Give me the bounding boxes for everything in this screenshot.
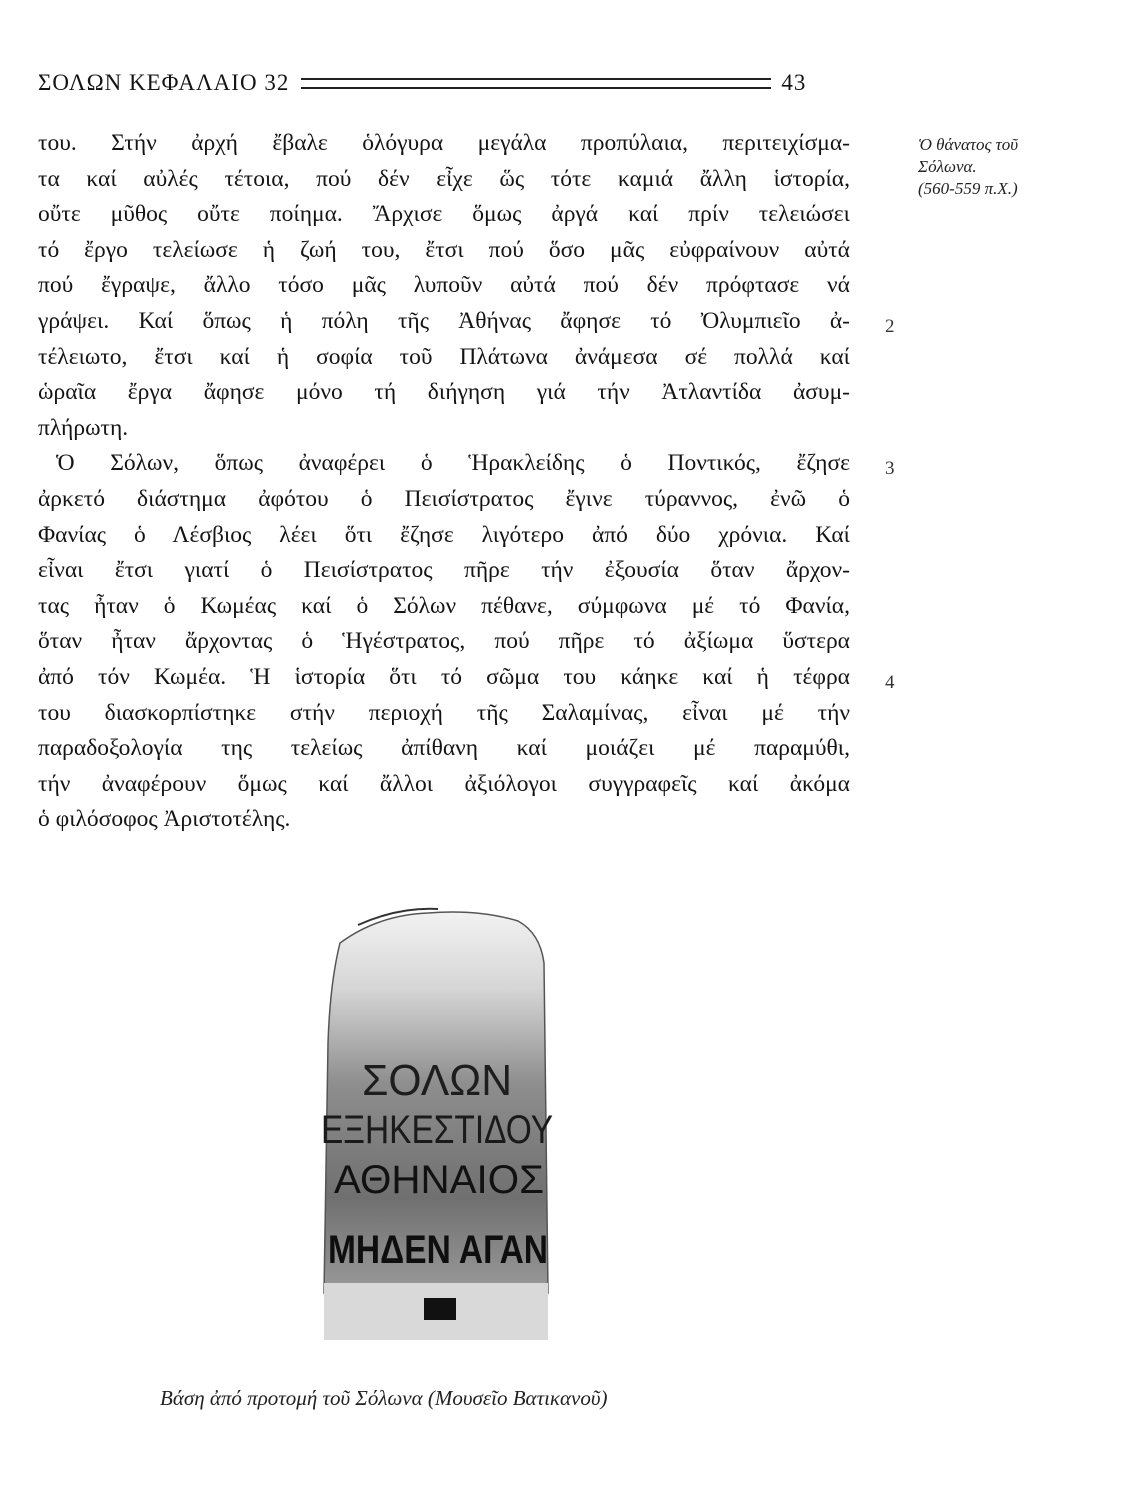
text-line: ὁ φιλόσοφος Ἀριστοτέλης. bbox=[38, 806, 291, 833]
inscription-line: ΑΘΗΝΑΙΟΣ bbox=[334, 1158, 544, 1202]
side-note-line: Ὁ θάνατος τοῦ bbox=[918, 135, 1019, 154]
side-note bbox=[918, 134, 1118, 200]
bust-base-photo bbox=[318, 903, 556, 1340]
text-line: ἀπό τόν Κωμέα. Ἡ ἱστορία ὅτι τό σῶμα του κάηκε καί ἡ τέφρα bbox=[38, 663, 850, 690]
text-line: γράψει. Καί ὅπως ἡ πόλη τῆς Ἀθήνας ἄφησε τό Ὀλυμπιεῖο ἀ- bbox=[38, 307, 850, 334]
text-line: εἶναι ἔτσι γιατί ὁ Πεισίστρατος πῆρε τήν ἐξουσία ὅταν ἄρχον- bbox=[38, 557, 850, 584]
text-line: τό ἔργο τελείωσε ἡ ζωή του, ἔτσι πού ὅσο μᾶς εὐφραίνουν αὐτά bbox=[38, 236, 850, 263]
margin-number: 3 bbox=[885, 458, 895, 479]
header-double-rule bbox=[301, 78, 771, 89]
body-text bbox=[38, 126, 850, 838]
running-header bbox=[38, 66, 858, 100]
margin-number: 4 bbox=[885, 672, 895, 693]
inscription-line: ΜΗΔΕΝ ΑΓΑΝ bbox=[328, 1228, 548, 1272]
text-line: ὡραῖα ἔργα ἄφησε μόνο τή διήγηση γιά τήν Ἀτλαντίδα ἀσυμ- bbox=[38, 379, 850, 406]
text-line: τήν ἀναφέρουν ὅμως καί ἄλλοι ἀξιόλογοι συγγραφεῖς καί ἀκόμα bbox=[38, 770, 850, 797]
text-line: τα καί αὐλές τέτοια, πού δέν εἶχε ὥς τότε καμιά ἄλλη ἱστορία, bbox=[38, 165, 850, 192]
text-line: ὅταν ἦταν ἄρχοντας ὁ Ἡγέστρατος, πού πῆρε τό ἀξίωμα ὕστερα bbox=[38, 628, 850, 655]
side-note-line: (560-559 π.Χ.) bbox=[918, 179, 1018, 198]
text-line: πλήρωτη. bbox=[38, 414, 129, 441]
header-title: ΣΟΛΩΝ ΚΕΦΑΛΑΙΟ 32 bbox=[38, 70, 290, 95]
inscription-line: ΣΟΛΩΝ bbox=[362, 1056, 512, 1105]
text-line: τέλειωτο, ἔτσι καί ἡ σοφία τοῦ Πλάτωνα ἀνάμεσα σέ πολλά καί bbox=[38, 343, 850, 370]
side-note-line: Σόλωνα. bbox=[918, 157, 977, 176]
text-line: του. Στήν ἀρχή ἔβαλε ὁλόγυρα μεγάλα προπύλαια, περιτειχίσμα- bbox=[38, 130, 850, 156]
text-line: πού ἔγραψε, ἄλλο τόσο μᾶς λυποῦν αὐτά πού δέν πρόφτασε νά bbox=[38, 272, 850, 299]
text-line: Ὁ Σόλων, ὅπως ἀναφέρει ὁ Ἡρακλείδης ὁ Ποντικός, ἔζησε bbox=[56, 450, 850, 477]
figure-caption: Βάση ἀπό προτομή τοῦ Σόλωνα (Μουσεῖο Βατικανοῦ) bbox=[160, 1386, 608, 1410]
text-line: τας ἦταν ὁ Κωμέας καί ὁ Σόλων πέθανε, σύμφωνα μέ τό Φανία, bbox=[38, 592, 850, 619]
text-line: οὔτε μῦθος οὔτε ποίημα. Ἄρχισε ὅμως ἀργά καί πρίν τελειώσει bbox=[38, 201, 850, 228]
text-line: ἀρκετό διάστημα ἀφότου ὁ Πεισίστρατος ἔγινε τύραννος, ἐνῶ ὁ bbox=[38, 485, 850, 512]
margin-number: 2 bbox=[885, 316, 895, 337]
text-line: Φανίας ὁ Λέσβιος λέει ὅτι ἔζησε λιγότερο ἀπό δύο χρόνια. Καί bbox=[38, 521, 850, 548]
page-number: 43 bbox=[781, 70, 807, 95]
inscription-line: ΕΞΗΚΕΣΤΙΔΟΥ bbox=[321, 1108, 553, 1152]
text-line: παραδοξολογία της τελείως ἀπίθανη καί μοιάζει μέ παραμύθι, bbox=[38, 735, 850, 762]
text-line: του διασκορπίστηκε στήν περιοχή τῆς Σαλαμίνας, εἶναι μέ τήν bbox=[38, 699, 850, 726]
